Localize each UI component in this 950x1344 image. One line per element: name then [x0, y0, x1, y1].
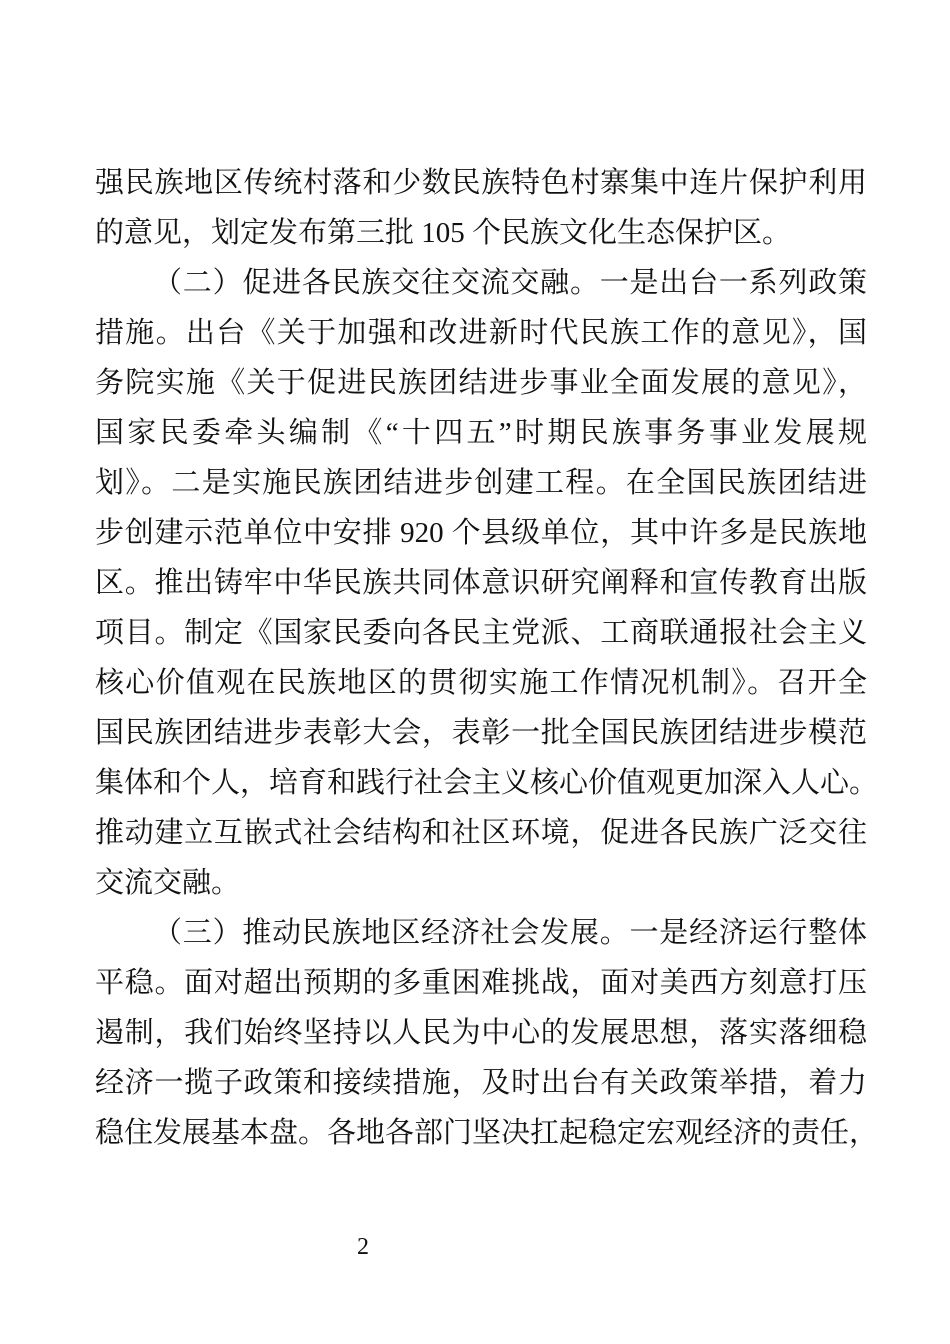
text-line: 的意见，划定发布第三批 105 个民族文化生态保护区。 — [95, 217, 792, 249]
text-line: 平稳。面对超出预期的多重困难挑战，面对美西方刻意打压 — [95, 967, 867, 999]
text-line: 措施。出台《关于加强和改进新时代民族工作的意见》，国 — [95, 317, 867, 349]
text-line: 交流交融。 — [95, 867, 241, 899]
text-line: 核心价值观在民族地区的贯彻实施工作情况机制》。召开全 — [95, 667, 867, 699]
text-line: 步创建示范单位中安排 920 个县级单位，其中许多是民族地 — [95, 517, 867, 549]
text-line: 推动建立互嵌式社会结构和社区环境，促进各民族广泛交往 — [95, 817, 867, 849]
text-line: 国家民委牵头编制《“十四五”时期民族事务事业发展规 — [95, 417, 867, 449]
page-number: 2 — [357, 1234, 369, 1260]
text-line: 区。推出铸牢中华民族共同体意识研究阐释和宣传教育出版 — [95, 567, 867, 599]
text-line: 经济一揽子政策和接续措施，及时出台有关政策举措，着力 — [95, 1067, 867, 1099]
text-line: 集体和个人，培育和践行社会主义核心价值观更加深入人心。 — [95, 767, 879, 799]
text-line: （二）促进各民族交往交流交融。一是出台一系列政策 — [153, 267, 867, 299]
text-line: 遏制，我们始终坚持以人民为中心的发展思想，落实落细稳 — [95, 1017, 867, 1049]
text-line: 强民族地区传统村落和少数民族特色村寨集中连片保护利用 — [95, 167, 867, 199]
text-line: 项目。制定《国家民委向各民主党派、工商联通报社会主义 — [95, 617, 867, 649]
text-block — [95, 158, 879, 1158]
text-line: 划》。二是实施民族团结进步创建工程。在全国民族团结进 — [95, 467, 867, 499]
text-line: 国民族团结进步表彰大会，表彰一批全国民族团结进步模范 — [95, 717, 867, 749]
text-line: 稳住发展基本盘。各地各部门坚决扛起稳定宏观经济的责任， — [95, 1117, 879, 1149]
text-line: （三）推动民族地区经济社会发展。一是经济运行整体 — [153, 917, 867, 949]
text-line: 务院实施《关于促进民族团结进步事业全面发展的意见》， — [95, 367, 867, 399]
